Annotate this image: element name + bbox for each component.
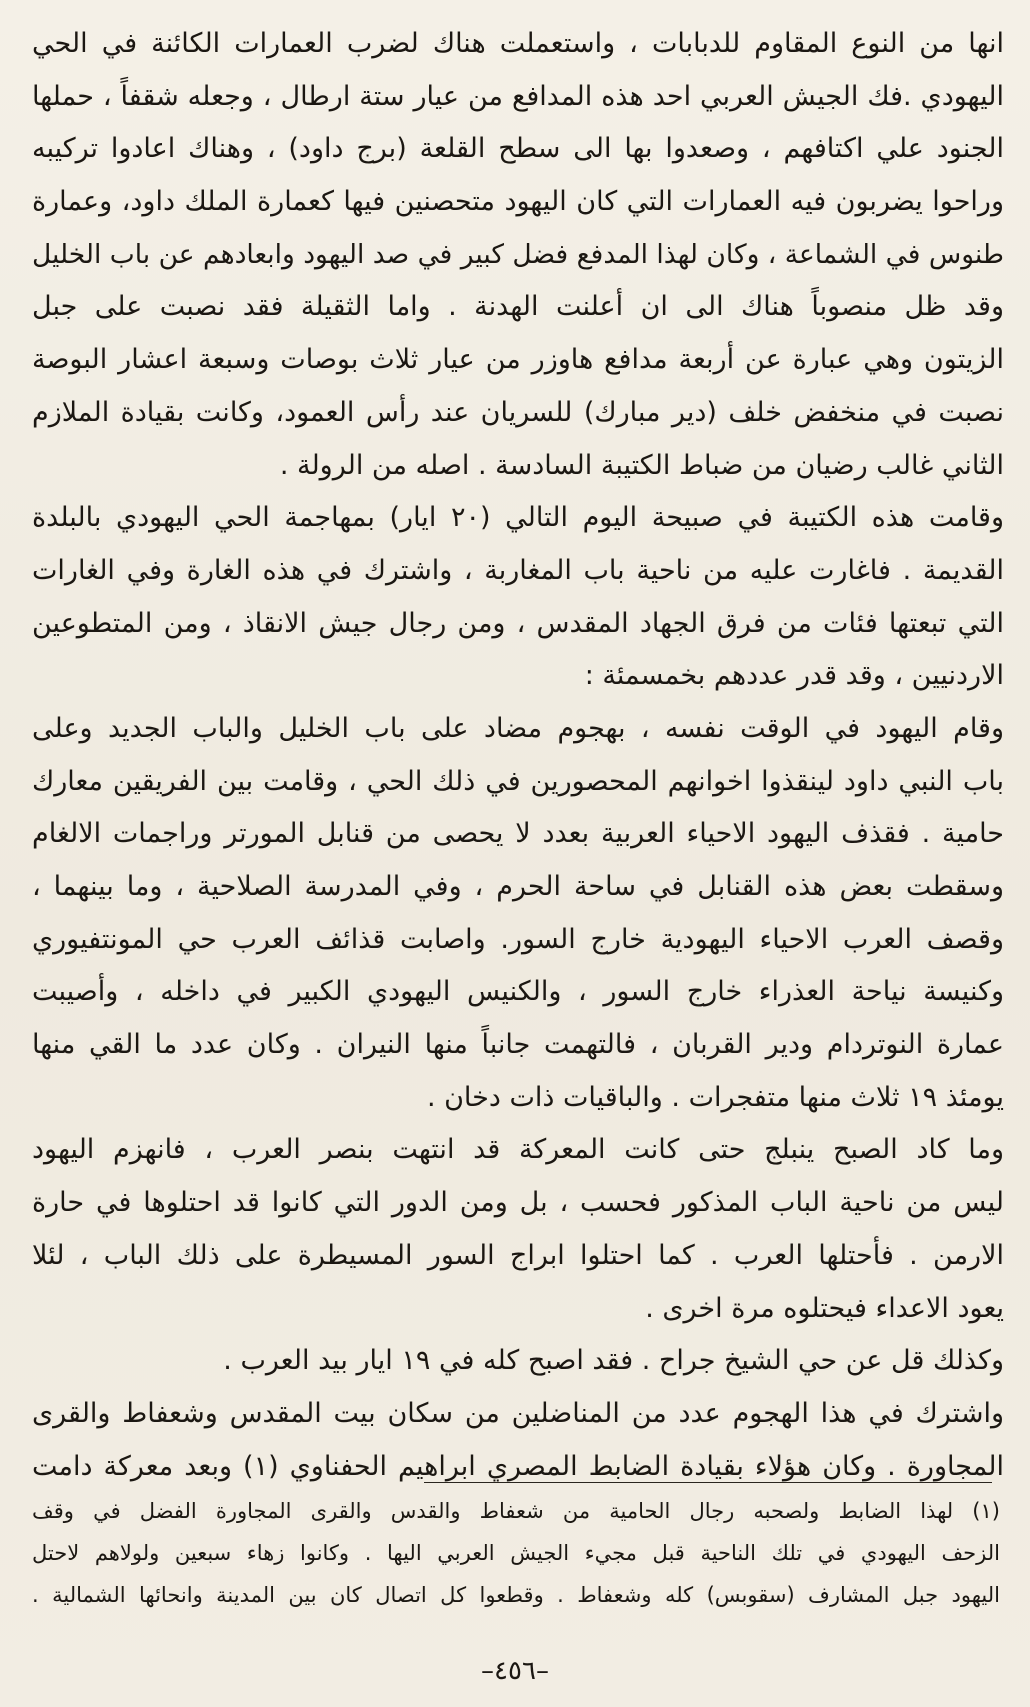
- text-line: وقامت هذه الكتيبة في صبيحة اليوم التالي (٢٠ ايار) بمهاجمة الحي اليهودي بالبلدة: [32, 502, 1004, 534]
- page-number: –٤٥٦–: [481, 1656, 549, 1686]
- text-line: اليهودي .فك الجيش العربي احد هذه المدافع من عيار ستة ارطال ، وجعله شقفاً ، حملها: [32, 80, 1004, 112]
- text-line: وما كاد الصبح ينبلج حتى كانت المعركة قد انتهت بنصر العرب ، فانهزم اليهود: [32, 1134, 1004, 1166]
- text-line: الارمن . فأحتلها العرب . كما احتلوا ابراج السور المسيطرة على ذلك الباب ، لئلا: [32, 1239, 1004, 1271]
- text-line: باب النبي داود لينقذوا اخوانهم المحصورين في ذلك الحي ، وقامت بين الفريقين معارك: [32, 765, 1004, 797]
- text-line: وكنيسة نياحة العذراء خارج السور ، والكنيس اليهودي الكبير في داخله ، وأصيبت: [32, 976, 1004, 1008]
- text-line: وراحوا يضربون فيه العمارات التي كان اليهود متحصنين فيها كعمارة الملك داود، وعمارة: [32, 186, 1004, 218]
- text-line: وقد ظل منصوباً هناك الى ان أعلنت الهدنة . واما الثقيلة فقد نصبت على جبل: [32, 291, 1004, 323]
- text-line: حامية . فقذف اليهود الاحياء العربية بعدد لا يحصى من قنابل المورتر وراجمات الالغام: [32, 818, 1004, 850]
- text-line: الثاني غالب رضيان من ضباط الكتيبة السادسة . اصله من الرولة .: [279, 449, 1004, 481]
- text-line: المجاورة . وكان هؤلاء بقيادة الضابط المصري ابراهيم الحفناوي (١) وبعد معركة دامت: [32, 1450, 1004, 1482]
- text-line: طنوس في الشماعة ، وكان لهذا المدفع فضل كبير في صد اليهود وابعادهم عن باب الخليل: [32, 238, 1004, 270]
- footnotes: [32, 1490, 1000, 1616]
- text-line: الاردنيين ، وقد قدر عددهم بخمسمئة :: [584, 660, 1004, 692]
- footnote-line: اليهود جبل المشارف (سقوبس) كله وشعفاط . وقطعوا كل اتصال كان بين المدينة وانحائها الشمالية .: [32, 1583, 1000, 1607]
- body-text: [32, 18, 1004, 1493]
- text-line: نصبت في منخفض خلف (دير مبارك) للسريان عند رأس العمود، وكانت بقيادة الملازم: [32, 396, 1004, 428]
- text-line: عمارة النوتردام ودير القربان ، فالتهمت جانباً منها النيران . وكان عدد ما القي منها: [32, 1029, 1004, 1061]
- text-line: وقام اليهود في الوقت نفسه ، بهجوم مضاد على باب الخليل والباب الجديد وعلى: [32, 712, 1004, 744]
- footnote-line: (١) لهذا الضابط ولصحبه رجال الحامية من شعفاط والقدس والقرى المجاورة الفضل في وقف: [32, 1499, 1000, 1523]
- text-line: الجنود علي اكتافهم ، وصعدوا بها الى سطح القلعة (برج داود) ، وهناك اعادوا تركيبه: [32, 133, 1004, 165]
- text-line: القديمة . فاغارت عليه من ناحية باب المغاربة ، واشترك في هذه الغارة وفي الغارات: [32, 554, 1004, 586]
- footnote-line: الزحف اليهودي في تلك الناحية قبل مجيء الجيش العربي اليها . وكانوا زهاء سبعين ولولاهم لاحتل: [32, 1541, 1000, 1565]
- text-line: وقصف العرب الاحياء اليهودية خارج السور. واصابت قذائف العرب حي المونتفيوري: [32, 923, 1004, 955]
- text-line: يعود الاعداء فيحتلوه مرة اخرى .: [645, 1292, 1004, 1324]
- footnote-divider: [424, 1482, 992, 1483]
- text-line: يومئذ ١٩ ثلاث منها متفجرات . والباقيات ذات دخان .: [426, 1081, 1004, 1113]
- text-line: ليس من ناحية الباب المذكور فحسب ، بل ومن الدور التي كانوا قد احتلوها في حارة: [32, 1187, 1004, 1219]
- text-line: انها من النوع المقاوم للدبابات ، واستعملت هناك لضرب العمارات الكائنة في الحي: [32, 28, 1004, 59]
- text-line: واشترك في هذا الهجوم عدد من المناضلين من سكان بيت المقدس وشعفاط والقرى: [32, 1397, 1004, 1429]
- text-line: الزيتون وهي عبارة عن أربعة مدافع هاوزر من عيار ثلاث بوصات وسبعة اعشار البوصة: [32, 344, 1004, 376]
- text-line: التي تبعتها فئات من فرق الجهاد المقدس ، ومن رجال جيش الانقاذ ، ومن المتطوعين: [32, 607, 1004, 639]
- text-line: وسقطت بعض هذه القنابل في ساحة الحرم ، وفي المدرسة الصلاحية ، وما بينهما ،: [32, 871, 1004, 902]
- text-line: وكذلك قل عن حي الشيخ جراح . فقد اصبح كله في ١٩ ايار بيد العرب .: [223, 1345, 1004, 1377]
